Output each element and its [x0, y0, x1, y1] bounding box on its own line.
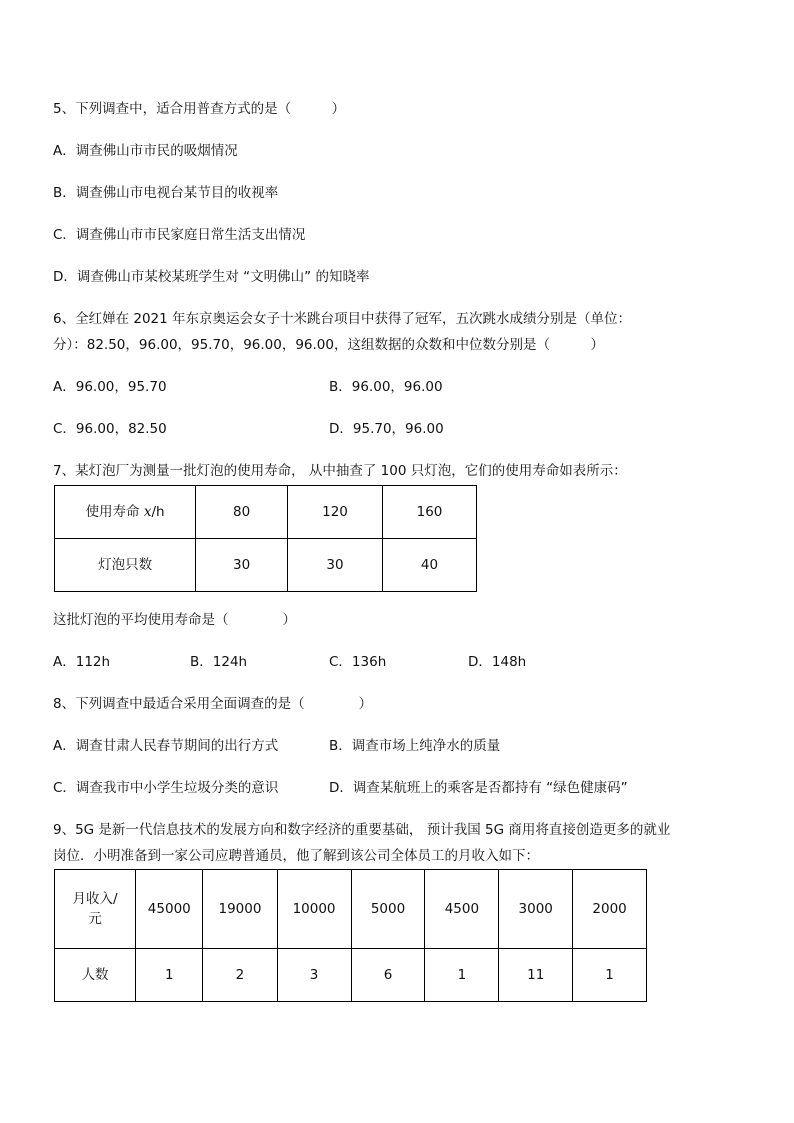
table-cell: 19000 [203, 870, 277, 949]
q8-option-b: B．调查市场上纯净水的质量 [329, 738, 501, 754]
q6-option-d: D．95.70，96.00 [329, 421, 444, 437]
table-cell: 3000 [499, 870, 573, 949]
q5-option-a: A．调查佛山市市民的吸烟情况 [53, 143, 238, 159]
q7-option-c: C．136h [329, 654, 387, 670]
table-cell: 160 [383, 486, 477, 539]
q9-stem-line2: 岗位．小明准备到一家公司应聘普通员，他了解到该公司全体员工的月收入如下： [53, 848, 539, 864]
q9-stem-line1: 9、5G 是新一代信息技术的发展方向和数字经济的重要基础， 预计我国 5G 商用将直接创造更多的就业 [53, 822, 671, 838]
q8-option-c: C．调查我市中小学生垃圾分类的意识 [53, 780, 279, 796]
q9-income-label-line1: 月收入/ [72, 891, 118, 907]
q7-question: 这批灯泡的平均使用寿命是（ ） [53, 612, 296, 628]
q7-count-label: 灯泡只数 [55, 539, 196, 592]
q7-option-a: A．112h [53, 654, 111, 670]
q7-lifetime-label [55, 486, 196, 539]
q6-option-a: A．96.00，95.70 [53, 379, 167, 395]
table-cell: 1 [573, 949, 647, 1002]
table-cell: 3 [277, 949, 351, 1002]
table-cell: 2 [203, 949, 277, 1002]
table-cell: 45000 [136, 870, 203, 949]
q7-option-d: D．148h [468, 654, 527, 670]
q6-stem-line2: 分）：82.50，96.00，95.70，96.00，96.00，这组数据的众数和中位数分别是（ ） [53, 337, 604, 353]
table-cell: 4500 [425, 870, 499, 949]
q7-table-row-count [55, 539, 477, 592]
q7-stem: 7、某灯泡厂为测量一批灯泡的使用寿命， 从中抽查了 100 只灯泡，它们的使用寿命如表所示： [53, 463, 627, 479]
table-cell: 40 [383, 539, 477, 592]
q6-option-b: B．96.00，96.00 [329, 379, 443, 395]
q8-option-d: D．调查某航班上的乘客是否都持有 “绿色健康码” [329, 780, 628, 796]
table-cell: 1 [425, 949, 499, 1002]
table-cell: 120 [288, 486, 383, 539]
q7-lifetime-label-text: 使用寿命 [85, 504, 144, 520]
q7-table-row-lifetime [55, 486, 477, 539]
table-cell: 11 [499, 949, 573, 1002]
table-cell: 80 [196, 486, 288, 539]
table-cell: 30 [288, 539, 383, 592]
q9-table-row-income [55, 870, 647, 949]
q7-lifetime-variable: x [143, 504, 152, 520]
q8-stem: 8、下列调查中最适合采用全面调查的是（ ） [53, 696, 373, 712]
q6-option-c: C．96.00，82.50 [53, 421, 167, 437]
q9-table [54, 869, 647, 1002]
q9-count-label: 人数 [55, 949, 136, 1002]
q8-option-a: A．调查甘肃人民春节期间的出行方式 [53, 738, 279, 754]
q7-table [54, 485, 477, 592]
table-cell: 6 [351, 949, 425, 1002]
q5-option-c: C．调查佛山市市民家庭日常生活支出情况 [53, 227, 306, 243]
q9-income-label-line2: 元 [88, 911, 102, 927]
q9-income-label [55, 870, 136, 949]
q5-option-b: B．调查佛山市电视台某节目的收视率 [53, 185, 279, 201]
table-cell: 1 [136, 949, 203, 1002]
table-cell: 10000 [277, 870, 351, 949]
q7-lifetime-unit: /h [151, 504, 165, 520]
q5-option-d: D．调查佛山市某校某班学生对 “文明佛山” 的知晓率 [53, 269, 370, 285]
q6-stem-line1: 6、全红婵在 2021 年东京奥运会女子十米跳台项目中获得了冠军，五次跳水成绩分别是（单位： [53, 311, 632, 327]
table-cell: 5000 [351, 870, 425, 949]
q7-option-b: B．124h [190, 654, 248, 670]
table-cell: 30 [196, 539, 288, 592]
q9-table-row-count [55, 949, 647, 1002]
q5-stem: 5、下列调查中，适合用普查方式的是（ ） [53, 101, 346, 117]
table-cell: 2000 [573, 870, 647, 949]
